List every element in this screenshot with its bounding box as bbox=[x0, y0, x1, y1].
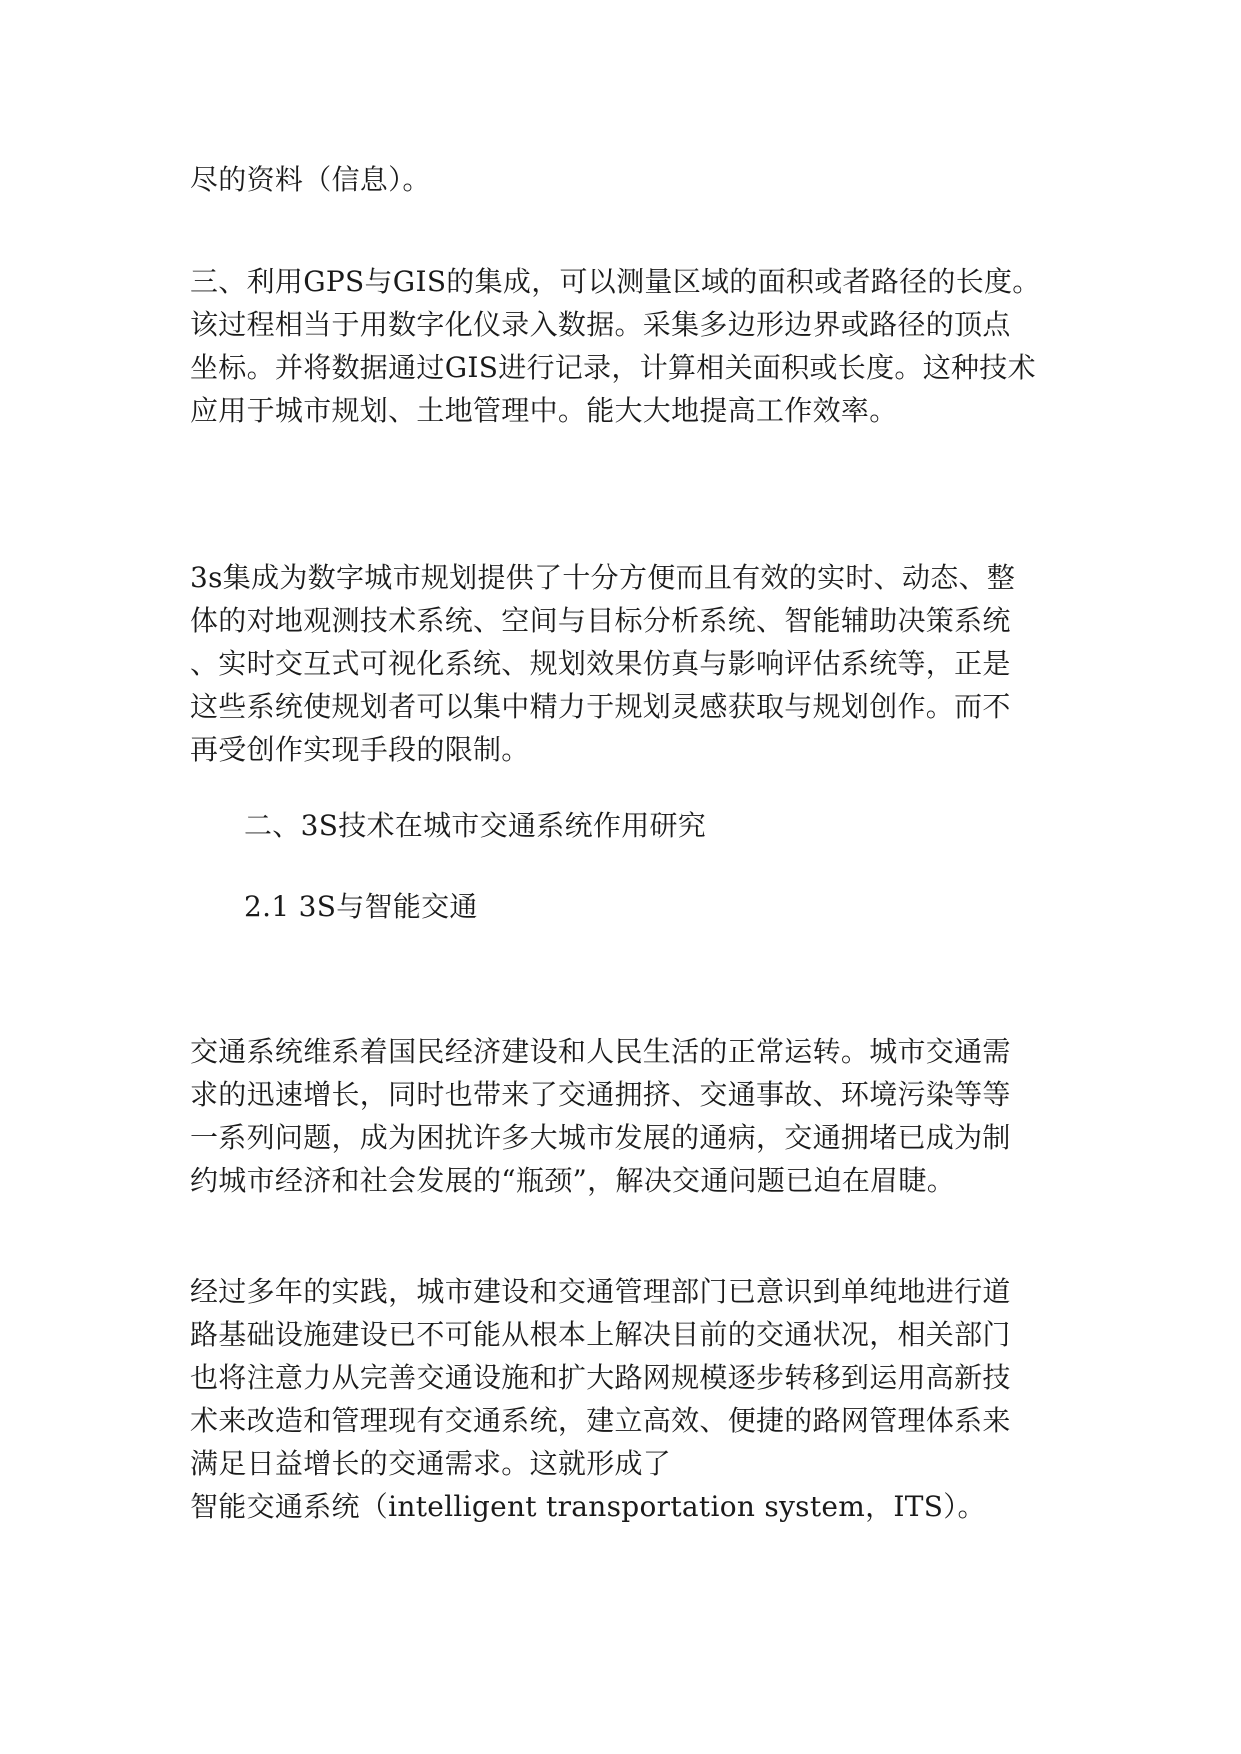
paragraph-3-line-2: 体的对地观测技术系统、空间与目标分析系统、智能辅助决策系统 bbox=[190, 604, 1011, 637]
paragraph-4-line-2: 求的迅速增长，同时也带来了交通拥挤、交通事故、环境污染等等 bbox=[190, 1078, 1011, 1111]
paragraph-5-line-1: 经过多年的实践，城市建设和交通管理部门已意识到单纯地进行道 bbox=[190, 1275, 1011, 1308]
paragraph-3-line-5: 再受创作实现手段的限制。 bbox=[190, 733, 530, 766]
paragraph-2-line-3: 坐标。并将数据通过GIS进行记录，计算相关面积或长度。这种技术 bbox=[190, 351, 1036, 384]
paragraph-5-line-4: 术来改造和管理现有交通系统，建立高效、便捷的路网管理体系来 bbox=[190, 1404, 1011, 1437]
paragraph-5-line-5: 满足日益增长的交通需求。这就形成了 bbox=[190, 1447, 672, 1480]
paragraph-1-line-1: 尽的资料（信息）。 bbox=[190, 163, 431, 196]
paragraph-2-line-4: 应用于城市规划、土地管理中。能大大地提高工作效率。 bbox=[190, 394, 898, 427]
paragraph-3-line-1: 3s集成为数字城市规划提供了十分方便而且有效的实时、动态、整 bbox=[190, 561, 1016, 594]
paragraph-4-line-4: 约城市经济和社会发展的“瓶颈”，解决交通问题已迫在眉睫。 bbox=[190, 1164, 956, 1197]
paragraph-4-line-1: 交通系统维系着国民经济建设和人民生活的正常运转。城市交通需 bbox=[190, 1035, 1011, 1068]
paragraph-5-line-2: 路基础设施建设已不可能从根本上解决目前的交通状况，相关部门 bbox=[190, 1318, 1011, 1351]
paragraph-5-line-6: 智能交通系统（intelligent transportation system，ITS）。 bbox=[190, 1490, 986, 1523]
paragraph-2-line-1: 三、利用GPS与GIS的集成，可以测量区域的面积或者路径的长度。 bbox=[190, 265, 1041, 298]
paragraph-3-line-4: 这些系统使规划者可以集中精力于规划灵感获取与规划创作。而不 bbox=[190, 690, 1011, 723]
paragraph-4-line-3: 一系列问题，成为困扰许多大城市发展的通病，交通拥堵已成为制 bbox=[190, 1121, 1011, 1154]
paragraph-3-line-3: 、实时交互式可视化系统、规划效果仿真与影响评估系统等，正是 bbox=[190, 647, 1011, 680]
paragraph-2-line-2: 该过程相当于用数字化仪录入数据。采集多边形边界或路径的顶点 bbox=[190, 308, 1011, 341]
paragraph-5-line-3: 也将注意力从完善交通设施和扩大路网规模逐步转移到运用高新技 bbox=[190, 1361, 1011, 1394]
section-heading: 二、3S技术在城市交通系统作用研究 bbox=[244, 809, 707, 842]
subsection-heading: 2.1 3S与智能交通 bbox=[244, 890, 478, 923]
